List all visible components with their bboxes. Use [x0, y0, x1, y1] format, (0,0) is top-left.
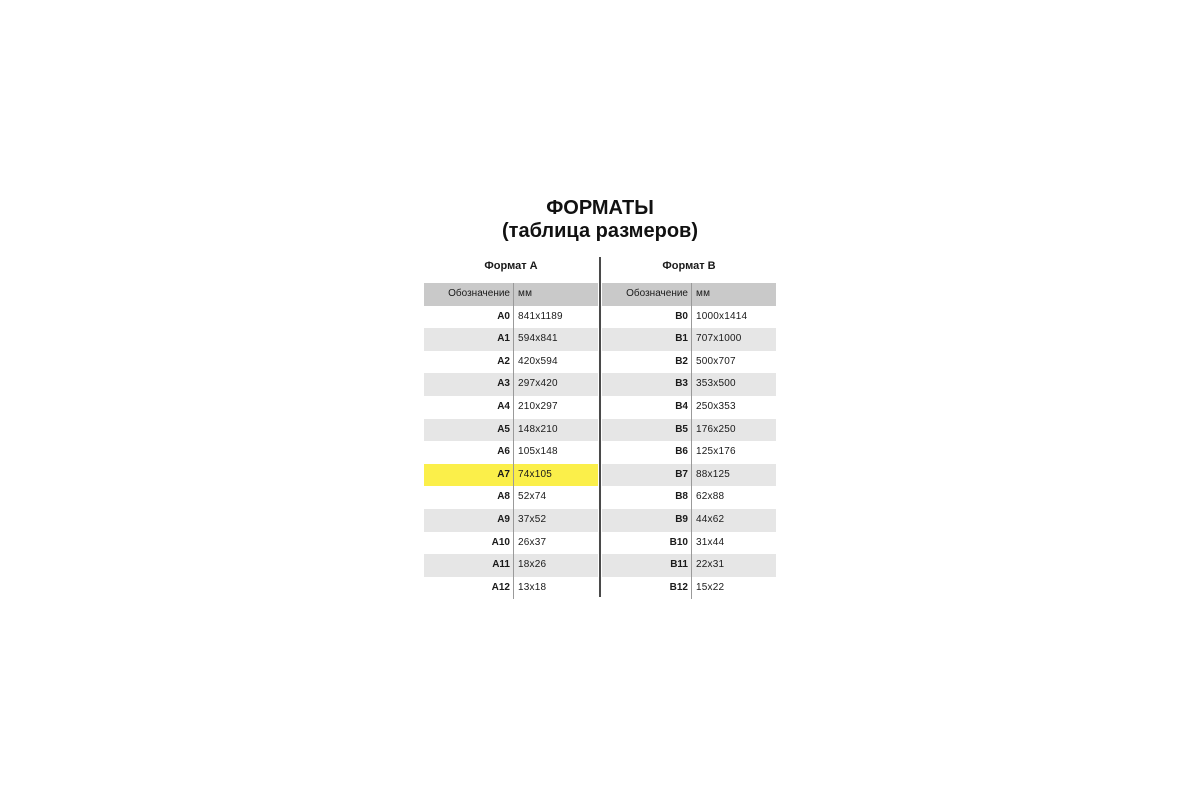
format-designation: B5 — [675, 423, 688, 435]
cell-separator — [513, 464, 514, 487]
cell-separator — [691, 306, 692, 329]
format-designation: A2 — [497, 355, 510, 367]
table-row — [424, 396, 598, 419]
cell-separator — [513, 486, 514, 509]
cell-separator — [513, 351, 514, 374]
format-designation: B7 — [675, 468, 688, 480]
table-row — [424, 351, 598, 374]
table-header-row — [602, 283, 776, 306]
format-designation: A10 — [491, 536, 510, 548]
format-b-label: Формат В — [662, 260, 716, 272]
table-header-row — [424, 283, 598, 306]
format-size-mm: 22x31 — [696, 559, 725, 571]
format-size-mm: 707x1000 — [696, 333, 742, 345]
format-size-mm: 62x88 — [696, 491, 725, 503]
format-designation: A11 — [492, 559, 510, 571]
table-row — [602, 441, 776, 464]
cell-separator — [691, 486, 692, 509]
cell-separator — [513, 532, 514, 555]
format-size-mm: 1000x1414 — [696, 310, 748, 322]
format-designation: B2 — [675, 355, 688, 367]
cell-separator — [513, 306, 514, 329]
header-mm: мм — [696, 288, 711, 299]
cell-separator — [513, 419, 514, 442]
format-a-table — [424, 283, 598, 599]
format-size-mm: 420x594 — [518, 355, 558, 367]
format-size-mm: 52x74 — [518, 491, 547, 503]
format-designation: B9 — [675, 513, 688, 525]
cell-separator — [513, 396, 514, 419]
format-designation: A7 — [497, 468, 510, 480]
format-designation: B1 — [675, 333, 688, 345]
cell-separator — [691, 577, 692, 600]
cell-separator — [513, 373, 514, 396]
format-size-mm: 594x841 — [518, 333, 558, 345]
format-designation: A6 — [497, 446, 510, 458]
format-designation: B12 — [669, 581, 688, 593]
table-row — [424, 486, 598, 509]
format-size-mm: 44x62 — [696, 513, 725, 525]
format-size-mm: 88x125 — [696, 468, 731, 480]
cell-separator — [691, 509, 692, 532]
table-row — [424, 577, 598, 600]
format-designation: A9 — [497, 513, 510, 525]
cell-separator — [513, 441, 514, 464]
table-row — [602, 306, 776, 329]
table-row — [424, 373, 598, 396]
table-row — [602, 396, 776, 419]
cell-separator — [691, 373, 692, 396]
table-row — [602, 328, 776, 351]
format-size-mm: 125x176 — [696, 446, 736, 458]
format-size-mm: 74x105 — [518, 468, 553, 480]
format-size-mm: 13x18 — [518, 581, 547, 593]
cell-separator — [691, 328, 692, 351]
table-row — [602, 486, 776, 509]
format-designation: B11 — [670, 559, 688, 571]
header-designation: Обозначение — [626, 288, 688, 299]
table-row — [424, 554, 598, 577]
column-divider — [599, 257, 601, 597]
table-row — [424, 306, 598, 329]
format-designation: B3 — [675, 378, 688, 390]
table-row — [602, 532, 776, 555]
table-row — [424, 509, 598, 532]
title-line-2: (таблица размеров) — [502, 220, 698, 242]
format-size-mm: 37x52 — [518, 513, 547, 525]
cell-separator — [691, 464, 692, 487]
format-designation: B6 — [675, 446, 688, 458]
cell-separator — [513, 509, 514, 532]
header-designation: Обозначение — [448, 288, 510, 299]
table-row — [602, 373, 776, 396]
table-row — [602, 419, 776, 442]
format-size-mm: 250x353 — [696, 400, 736, 412]
header-mm: мм — [518, 288, 533, 299]
cell-separator — [691, 396, 692, 419]
format-designation: A8 — [497, 491, 510, 503]
table-row — [424, 328, 598, 351]
format-size-mm: 353x500 — [696, 378, 736, 390]
format-size-mm: 31x44 — [696, 536, 725, 548]
table-row — [602, 464, 776, 487]
cell-separator — [691, 351, 692, 374]
cell-separator — [513, 577, 514, 600]
table-row — [424, 532, 598, 555]
cell-separator — [691, 554, 692, 577]
table-row — [602, 577, 776, 600]
format-size-mm: 841x1189 — [518, 310, 563, 322]
cell-separator — [691, 419, 692, 442]
format-designation: A12 — [491, 581, 510, 593]
format-size-mm: 18x26 — [518, 559, 547, 571]
format-size-mm: 148x210 — [518, 423, 558, 435]
format-designation: B0 — [675, 310, 688, 322]
format-designation: A5 — [497, 423, 510, 435]
format-size-mm: 500x707 — [696, 355, 736, 367]
table-row — [424, 441, 598, 464]
cell-separator — [691, 283, 692, 306]
format-size-mm: 297x420 — [518, 378, 558, 390]
format-size-mm: 105x148 — [518, 446, 558, 458]
table-row — [602, 509, 776, 532]
cell-separator — [691, 532, 692, 555]
format-size-mm: 26x37 — [518, 536, 547, 548]
cell-separator — [513, 328, 514, 351]
format-designation: B8 — [675, 491, 688, 503]
title-line-1: ФОРМАТЫ — [546, 197, 654, 219]
cell-separator — [513, 283, 514, 306]
format-size-mm: 176x250 — [696, 423, 736, 435]
format-designation: B4 — [675, 400, 688, 412]
format-size-mm: 210x297 — [518, 400, 558, 412]
format-designation: A4 — [497, 400, 510, 412]
format-a-label: Формат А — [484, 260, 538, 272]
page-title — [424, 197, 776, 243]
table-row — [602, 554, 776, 577]
format-designation: B10 — [669, 536, 688, 548]
format-designation: A0 — [497, 310, 510, 322]
cell-separator — [691, 441, 692, 464]
format-designation: A3 — [497, 378, 510, 390]
format-size-mm: 15x22 — [696, 581, 725, 593]
format-designation: A1 — [497, 333, 510, 345]
format-b-table — [602, 283, 776, 599]
table-row — [424, 419, 598, 442]
table-row — [424, 464, 598, 487]
cell-separator — [513, 554, 514, 577]
table-row — [602, 351, 776, 374]
formats-table-card — [424, 197, 776, 601]
